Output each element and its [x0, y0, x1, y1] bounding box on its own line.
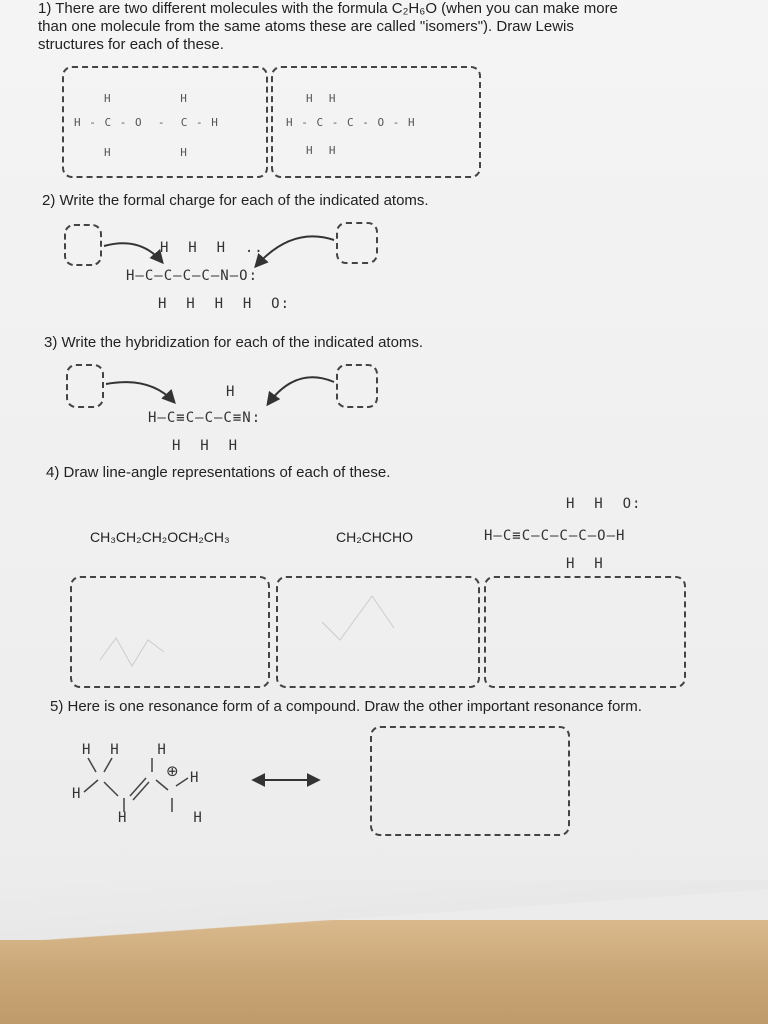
structure-3-bottom-atoms: H H H: [172, 438, 239, 454]
structure-4-main-chain: H—C≡C—C—C—C—O—H: [484, 528, 626, 544]
handwritten-structure-1-top: H H: [104, 92, 188, 105]
faint-pencil-sketch-2: [322, 596, 372, 640]
faint-pencil-sketch-1: [100, 638, 164, 666]
structure-5-bonds: [84, 758, 188, 812]
structure-3-main-chain: H—C≡C—C—C≡N:: [148, 410, 262, 426]
structure-4-top-atoms: H H O:: [566, 496, 642, 512]
structure-5-right-h: H: [190, 770, 200, 786]
handwritten-structure-1: H - C - O - C - H: [74, 116, 219, 129]
handwritten-structure-2: H - C - C - O - H: [286, 116, 416, 129]
structure-5-top-atoms: H H H: [82, 742, 167, 758]
structure-2-main-chain: H—C—C—C—C—N—O:: [126, 268, 259, 284]
question-5: 5) Here is one resonance form of a compound. Draw the other important resonance form.: [50, 698, 642, 715]
question-1-line-2: than one molecule from the same atoms these are called "isomers"). Draw Lewis: [38, 18, 574, 35]
structure-4-bottom-atoms: H H: [566, 556, 604, 572]
arrow-to-nitrogen-icon: [256, 236, 334, 266]
structure-2-bottom-atoms: H H H H O:: [158, 296, 291, 312]
question-1-line-3: structures for each of these.: [38, 36, 224, 53]
question-3: 3) Write the hybridization for each of the indicated atoms.: [44, 334, 424, 351]
formula-ether: CH₃CH₂CH₂OCH₂CH₃: [90, 529, 230, 545]
positive-charge-icon: ⊕: [166, 763, 180, 780]
arrow-to-alkyne-carbon-icon: [106, 382, 174, 402]
faint-pencil-sketch-3: [372, 596, 394, 628]
structure-5-left-h: H: [72, 786, 82, 802]
question-2: 2) Write the formal charge for each of the indicated atoms.: [42, 192, 429, 209]
handwritten-structure-2-top: H H: [306, 92, 337, 105]
formula-aldehyde: CH₂CHCHO: [336, 529, 413, 545]
arrow-to-carbon-icon: [104, 243, 162, 262]
question-1-line-1: 1) There are two different molecules with the formula C₂H₆O (when you can make more: [38, 0, 618, 17]
structure-3-top-atom: H: [226, 384, 236, 400]
arrow-to-nitrile-carbon-icon: [268, 377, 334, 404]
handwritten-structure-2-bottom: H H: [306, 144, 337, 157]
structure-2-top-atoms: H H H ..: [160, 240, 264, 256]
handwritten-structure-1-bottom: H H: [104, 146, 188, 159]
question-4: 4) Draw line-angle representations of each of these.: [46, 464, 391, 481]
structure-5-bottom-atoms: H H: [118, 810, 203, 826]
